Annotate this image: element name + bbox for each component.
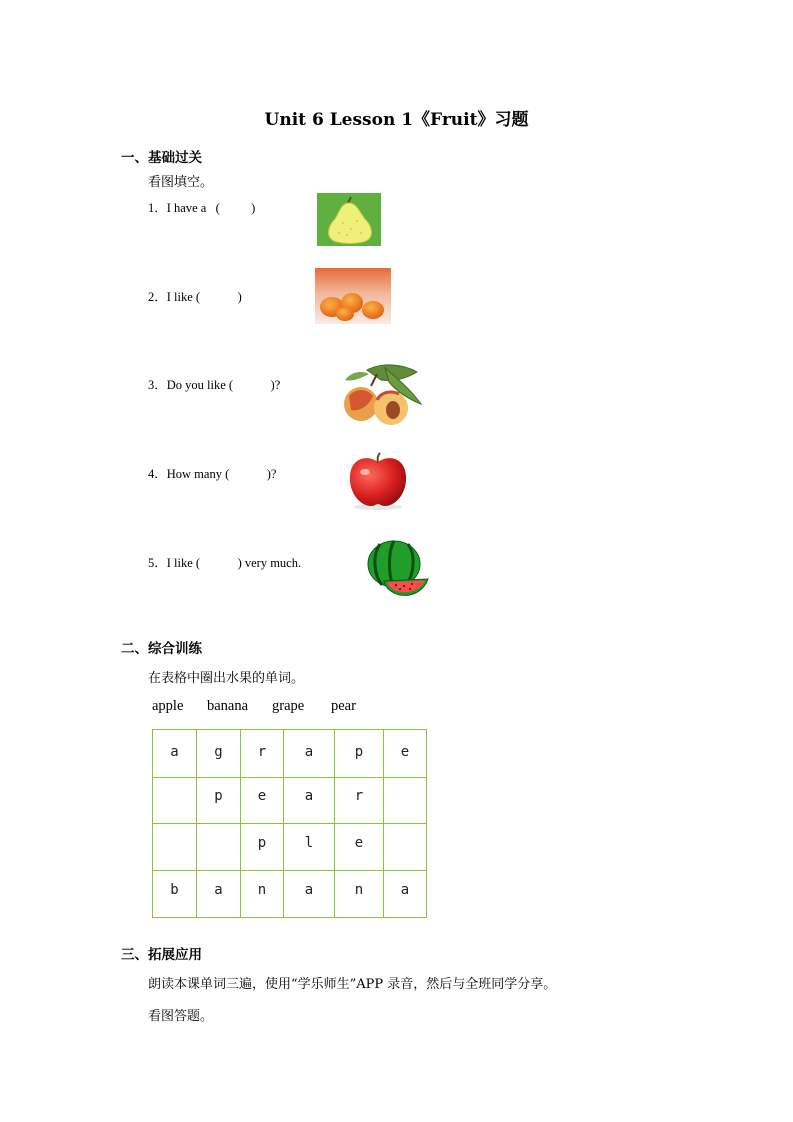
word-search-grid	[152, 729, 427, 918]
grid-cell[interactable]	[153, 824, 197, 871]
question-4: 4．How many ( )?	[148, 467, 277, 481]
grid-cell[interactable]: a	[384, 871, 427, 918]
grid-cell[interactable]: e	[384, 730, 427, 778]
grid-cell[interactable]: a	[284, 871, 335, 918]
word-apple: apple	[152, 698, 184, 714]
grid-cell[interactable]: l	[284, 824, 335, 871]
apple-icon	[347, 452, 409, 510]
word-banana: banana	[207, 698, 249, 714]
answer-instruction: 看图答题。	[148, 1009, 214, 1024]
grid-cell[interactable]	[197, 824, 241, 871]
question-3: 3．Do you like ( )?	[148, 378, 281, 392]
instruction-2: 在表格中圈出水果的单词。	[148, 671, 305, 686]
section-heading-1: 一、基础过关	[121, 150, 202, 166]
grid-cell[interactable]	[384, 778, 427, 824]
watermelon-icon	[366, 539, 432, 599]
grid-cell[interactable]: p	[335, 730, 384, 778]
grid-cell[interactable]: b	[153, 871, 197, 918]
grid-cell[interactable]: a	[153, 730, 197, 778]
grid-cell[interactable]: n	[335, 871, 384, 918]
question-2: 2．I like ( )	[148, 290, 242, 304]
grid-cell[interactable]: a	[284, 778, 335, 824]
section-heading-2: 二、综合训练	[121, 641, 202, 657]
grid-cell[interactable]: r	[241, 730, 284, 778]
grid-cell[interactable]: g	[197, 730, 241, 778]
peach-icon	[337, 360, 425, 430]
grid-cell[interactable]: p	[197, 778, 241, 824]
oranges-icon	[315, 268, 391, 324]
grid-cell[interactable]: n	[241, 871, 284, 918]
read-aloud-instruction: 朗读本课单词三遍，使用“学乐师生”APP 录音，然后与全班同学分享。	[148, 977, 557, 992]
grid-cell[interactable]	[153, 778, 197, 824]
word-grape: grape	[272, 698, 305, 714]
word-pear: pear	[331, 698, 356, 714]
grid-cell[interactable]: r	[335, 778, 384, 824]
grid-cell[interactable]: a	[197, 871, 241, 918]
page-title: Unit 6 Lesson 1《Fruit》习题	[264, 110, 529, 130]
grid-cell[interactable]: a	[284, 730, 335, 778]
grid-cell[interactable]: p	[241, 824, 284, 871]
question-5: 5．I like ( ) very much.	[148, 556, 302, 570]
question-1: 1．I have a ( )	[148, 201, 256, 215]
grid-cell[interactable]: e	[241, 778, 284, 824]
pear-icon	[317, 193, 381, 246]
instruction-1: 看图填空。	[148, 175, 214, 190]
grid-cell[interactable]: e	[335, 824, 384, 871]
grid-cell[interactable]	[384, 824, 427, 871]
section-heading-3: 三、拓展应用	[121, 947, 202, 963]
